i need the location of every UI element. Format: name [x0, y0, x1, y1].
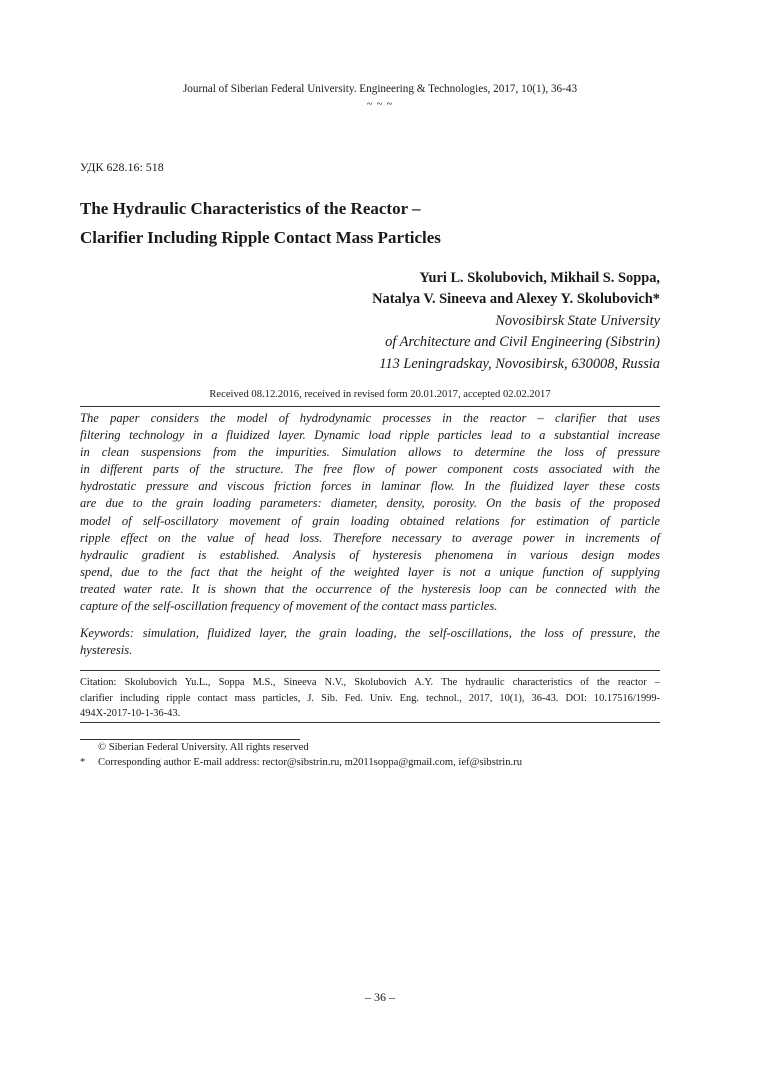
footnote-asterisk: * [80, 757, 86, 768]
udk-code: УДК 628.16: 518 [80, 160, 164, 174]
authors-line-2: Natalya V. Sineeva and Alexey Y. Skolubovich* [372, 291, 660, 308]
citation-bottom-rule [80, 722, 660, 723]
title-line-1: The Hydraulic Characteristics of the Reactor – [80, 199, 421, 218]
citation-line: clarifier including ripple contact mass particles, J. Sib. Fed. Univ. Eng. technol., 2017, 10(1), 36-43. DOI: 10.17516/1999- [80, 692, 660, 704]
abstract [80, 410, 660, 615]
abstract-line: model of self-oscillatory movement of grain loading obtained relations for estimation of particle [80, 513, 660, 528]
header-separator: ~ ~ ~ [366, 99, 394, 110]
abstract-line: in different parts of the structure. The free flow of power component costs associated with the [80, 462, 660, 477]
abstract-line: in clean suspensions from the impurities. Simulation allows to determine the loss of pressure [80, 445, 660, 460]
affiliation-line-1: Novosibirsk State University [495, 312, 660, 329]
abstract-line: ripple effect on the value of head loss. Therefore necessary to average power in increments of [80, 530, 660, 545]
paper-title [80, 194, 680, 252]
keywords-line: Keywords: simulation, fluidized layer, the grain loading, the self-oscillations, the loss of pressure, the [80, 626, 660, 640]
abstract-line: treated water rate. It is shown that the occurrence of the hysteresis loop can be connected with the [80, 581, 660, 596]
copyright-text: © Siberian Federal University. All rights reserved [98, 742, 309, 753]
keywords-line: hysteresis. [80, 643, 133, 657]
page-number: – 36 – [365, 990, 395, 1004]
abstract-line: spend, due to the fact that the height of the weighted layer is not a unique function of supplying [80, 564, 660, 579]
abstract-line: The paper considers the model of hydrodynamic processes in the reactor – clarifier that uses [80, 411, 660, 425]
citation-line: Citation: Skolubovich Yu.L., Soppa M.S., Sineeva N.V., Skolubovich A.Y. The hydraulic characteristics of the reactor – [80, 677, 660, 688]
abstract-line: are due to the grain loading parameters: diameter, density, porosity. On the basis of the proposed [80, 496, 660, 511]
received-dates: Received 08.12.2016, received in revised form 20.01.2017, accepted 02.02.2017 [209, 389, 551, 400]
corresponding-author-text: Corresponding author E-mail address: rector@sibstrin.ru, m2011soppa@gmail.com, ief@sibstrin.ru [98, 757, 523, 768]
citation-line: 494X-2017-10-1-36-43. [80, 708, 181, 719]
affiliation-line-3: 113 Leningradskay, Novosibirsk, 630008, Russia [379, 355, 660, 372]
abstract-line: hydraulic gradient is established. Analysis of hysteresis phenomena in various design modes [80, 547, 660, 562]
abstract-line: filtering technology in a fluidized layer. Dynamic load ripple particles lead to a substantial increase [80, 428, 660, 443]
title-line-2: Clarifier Including Ripple Contact Mass Particles [80, 228, 441, 247]
citation [80, 675, 660, 722]
abstract-line: capture of the self-oscillation frequency of movement of the contact mass particles. [80, 599, 498, 614]
authors-block [372, 268, 660, 375]
abstract-top-rule [80, 406, 660, 407]
abstract-line: hydrostatic pressure and viscous friction forces in laminar flow. In the fluidized layer these costs [80, 479, 660, 494]
journal-header: Journal of Siberian Federal University. Engineering & Technologies, 2017, 10(1), 36-43 [182, 83, 578, 95]
authors-line-1: Yuri L. Skolubovich, Mikhail S. Soppa, [419, 270, 660, 286]
citation-top-rule [80, 670, 660, 671]
footnote-rule [80, 739, 300, 740]
affiliation-line-2: of Architecture and Civil Engineering (Sibstrin) [385, 334, 660, 351]
keywords [80, 625, 660, 659]
